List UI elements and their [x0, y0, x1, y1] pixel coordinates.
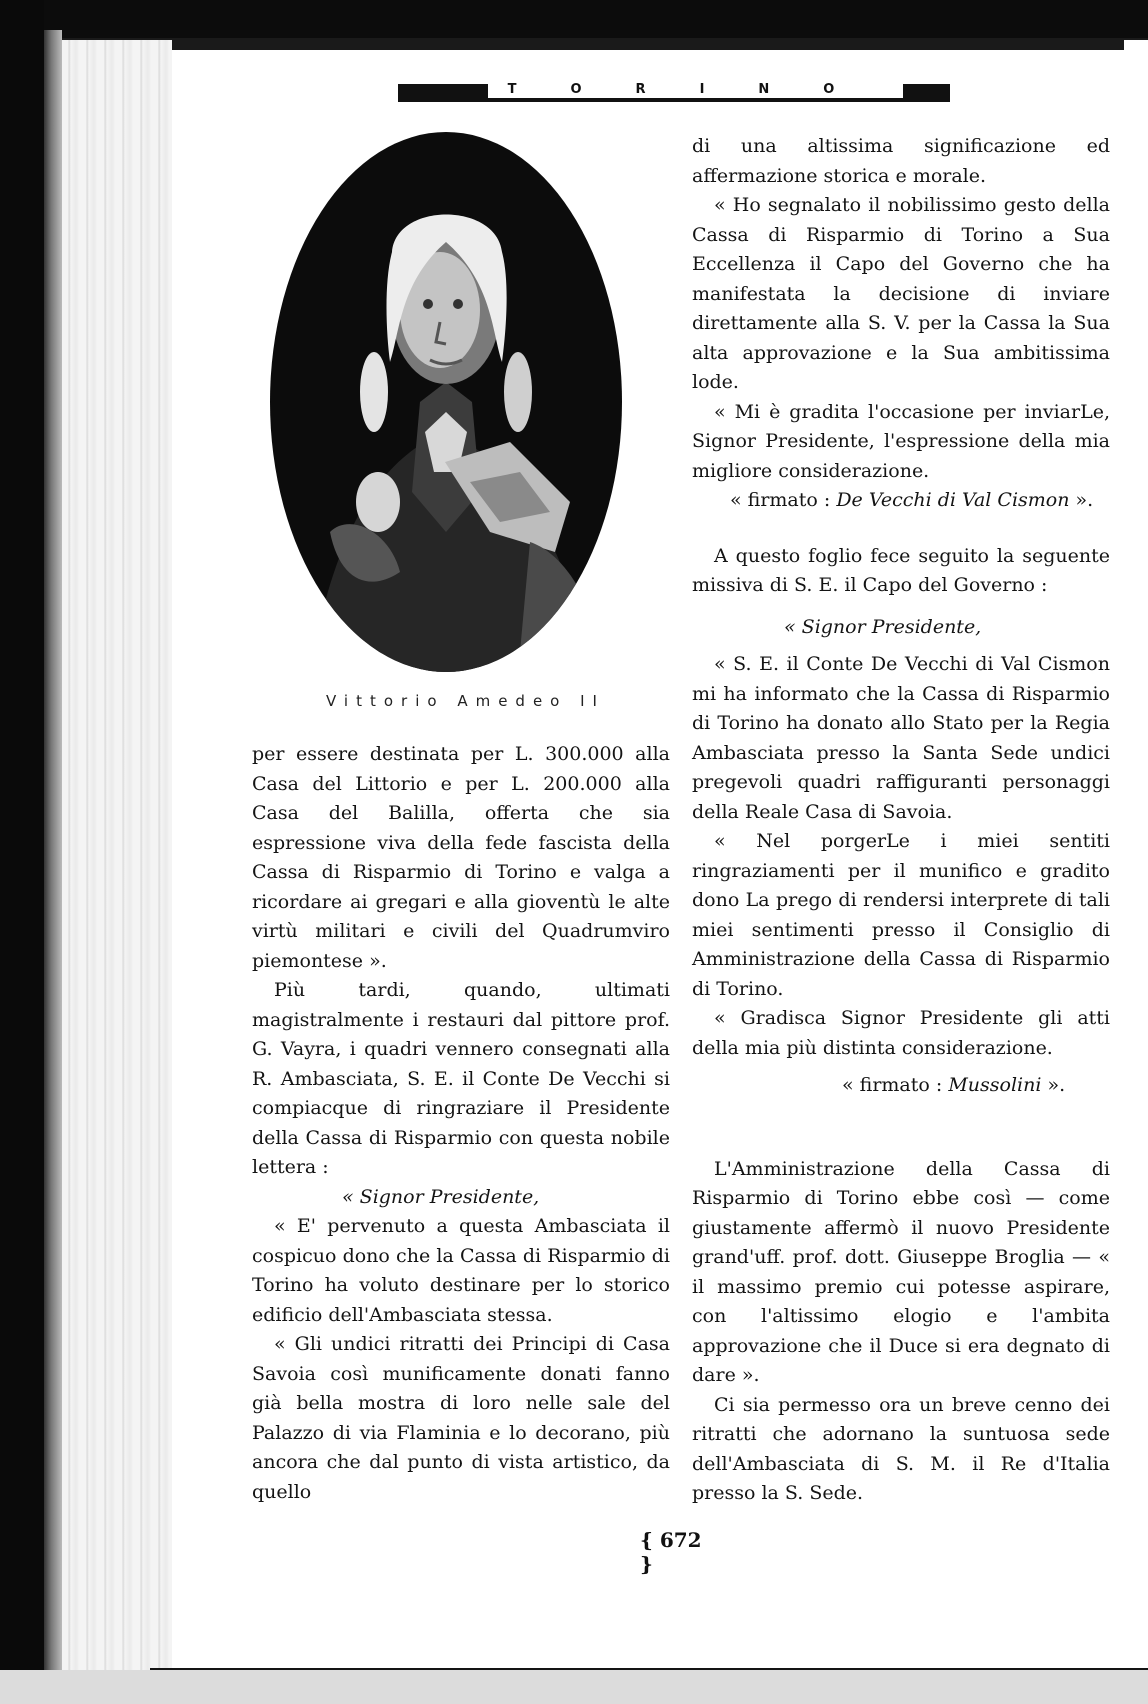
- paragraph: « E' pervenuto a questa Ambasciata il cospicuo dono che la Cassa di Risparmio di Torino ha voluto destinare per lo storico edificio dell'Ambasciata stessa.: [252, 1215, 670, 1326]
- salutation-quote: «: [784, 615, 802, 638]
- paragraph: A questo foglio fece seguito la seguente missiva di S. E. il Capo del Governo :: [692, 544, 1110, 596]
- spacer: [692, 1101, 1110, 1155]
- paragraph: « Gli undici ritratti dei Principi di Casa Savoia così munificamente donati fanno già bella mostra di loro nelle sale del Palazzo di via Flaminia e lo decorano, più ancora che dal punto di vista artistico, da quello: [252, 1333, 670, 1503]
- letter-signature: [692, 1071, 1110, 1101]
- scan-bottom-border: [0, 1670, 1148, 1704]
- scan-dark-border-left: [0, 0, 44, 1704]
- spacer: [692, 516, 1110, 542]
- signature-close: ».: [1041, 1074, 1066, 1096]
- paragraph: Più tardi, quando, ultimati magistralmente i restauri dal pittore prof. G. Vayra, i quadri vennero consegnati alla R. Ambasciata, S. E. il Conte De Vecchi si compiacque di ringraziare il Presidente della Cassa di Risparmio con questa nobile lettera :: [252, 979, 670, 1178]
- paragraph: Ci sia permesso ora un breve cenno dei ritratti che adornano la suntuosa sede dell'Ambasciata di S. M. il Re d'Italia presso la S. Sede.: [692, 1393, 1110, 1504]
- letter-salutation: [692, 613, 1110, 643]
- spacer: [692, 1063, 1110, 1071]
- running-head: [398, 84, 950, 102]
- paragraph: « Mi è gradita l'occasione per inviarLe, Signor Presidente, l'espressione della mia migliore considerazione.: [692, 400, 1110, 482]
- page-number: [640, 1528, 720, 1576]
- salutation-text: Signor Presidente,: [359, 1185, 540, 1208]
- paragraph: di una altissima significazione ed affermazione storica e morale.: [692, 135, 1110, 187]
- paragraph: « S. E. il Conte De Vecchi di Val Cismon mi ha informato che la Cassa di Risparmio di Torino ha donato allo Stato per la Regia Ambasciata presso la Santa Sede undici pregevoli quadri raffiguranti personaggi della Reale Casa di Savoia.: [692, 653, 1110, 823]
- right-text-column: [692, 132, 1110, 1509]
- folio-bracket-left: {: [640, 1528, 653, 1552]
- running-head-title: TORINO: [507, 82, 889, 97]
- signature-name: De Vecchi di Val Cismon: [836, 489, 1070, 511]
- signature-prefix: « firmato :: [730, 489, 837, 511]
- running-head-ornament-left: [398, 84, 488, 102]
- spacer: [692, 642, 1110, 650]
- salutation-quote: «: [342, 1185, 360, 1208]
- portrait-image: [270, 132, 622, 672]
- folio-number: 672: [659, 1528, 702, 1552]
- signature-name: Mussolini: [948, 1074, 1042, 1096]
- paragraph: L'Amministrazione della Cassa di Risparmio di Torino ebbe così — come giustamente affermò il nuovo Presidente grand'uff. prof. dott. Giuseppe Broglia — « il massimo premio cui potesse aspirare, con l'altissimo elogio e l'ambita approvazione che il Duce si era degnato di dare ».: [692, 1157, 1110, 1386]
- folio-bracket-right: }: [640, 1552, 653, 1576]
- portrait-figure: [270, 132, 622, 672]
- scan-spine-shadow: [44, 30, 62, 1700]
- running-head-ornament-right: [903, 84, 950, 102]
- paragraph: per essere destinata per L. 300.000 alla Casa del Littorio e per L. 200.000 alla Casa del Balilla, offerta che sia espressione viva della fede fascista della Cassa di Risparmio di Torino e valga a ricordare ai gregari e alla gioventù le alte virtù militari e civili del Quadrumviro piemontese ».: [252, 743, 670, 972]
- spacer: [692, 601, 1110, 613]
- letter-signature: [692, 486, 1110, 516]
- signature-close: ».: [1069, 489, 1094, 511]
- letter-salutation: [252, 1183, 670, 1213]
- scan-border-edge: [0, 38, 1148, 50]
- paragraph: « Gradisca Signor Presidente gli atti della mia più distinta considerazione.: [692, 1007, 1110, 1059]
- salutation-text: Signor Presidente,: [801, 615, 982, 638]
- left-text-column: [252, 740, 670, 1507]
- portrait-caption: Vittorio Amedeo II: [326, 692, 605, 710]
- paragraph: « Nel porgerLe i miei sentiti ringraziamenti per il munifico e gradito dono La prego di rendersi interprete di tali miei sentimenti presso il Consiglio di Amministrazione della Cassa di Risparmio di Torino.: [692, 830, 1110, 1000]
- scan-right-margin: [1124, 40, 1148, 1670]
- signature-prefix: « firmato :: [842, 1074, 949, 1096]
- scan-page-stack: [62, 40, 172, 1690]
- paragraph: « Ho segnalato il nobilissimo gesto della Cassa di Risparmio di Torino a Sua Eccellenza il Capo del Governo che ha manifestata la decisione di inviare direttamente alla S. V. per la Cassa la Sua alta approvazione e la Sua ambitissima lode.: [692, 194, 1110, 393]
